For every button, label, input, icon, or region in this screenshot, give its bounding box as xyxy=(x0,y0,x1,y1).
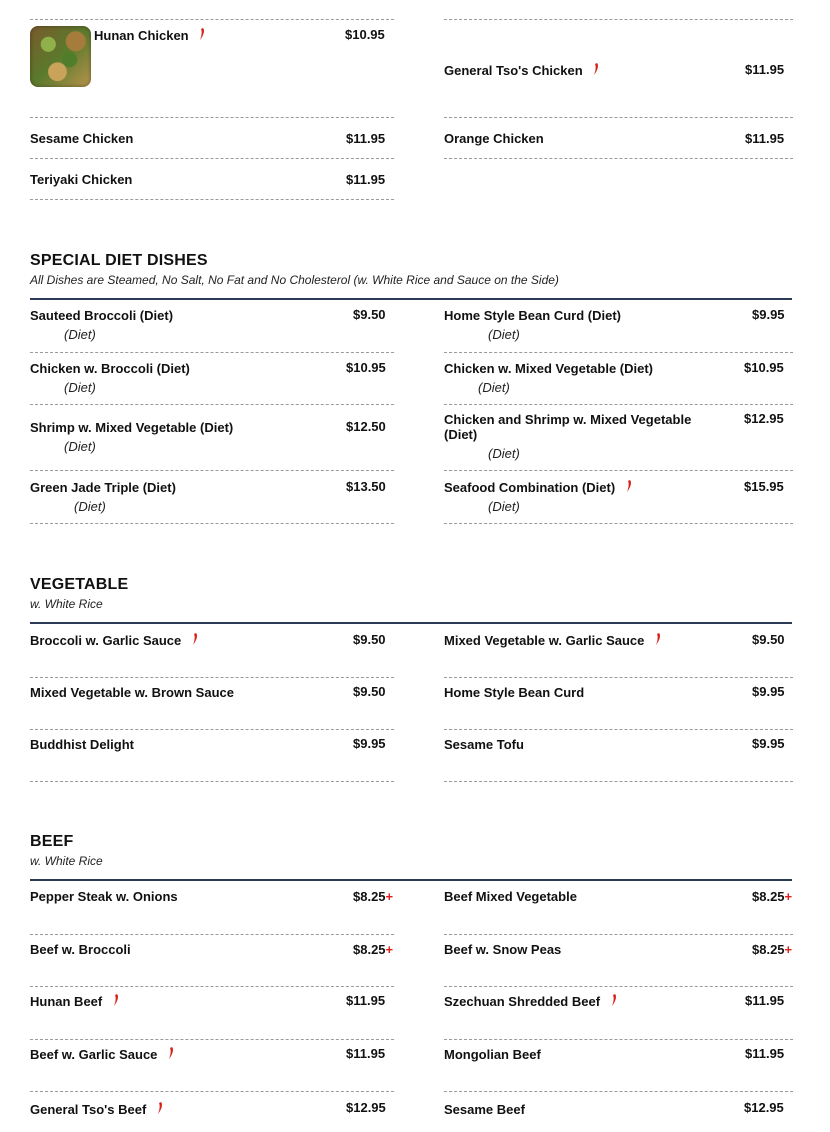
item-price: $9.50 xyxy=(353,632,386,647)
menu-item[interactable] xyxy=(30,987,394,1040)
item-price: $8.25 xyxy=(353,889,386,904)
menu-item[interactable] xyxy=(444,1040,793,1092)
item-price: $10.95 xyxy=(345,27,385,42)
chili-pepper-icon xyxy=(168,1047,174,1059)
item-name: Chicken w. Broccoli (Diet) xyxy=(30,361,190,376)
item-name: Home Style Bean Curd xyxy=(444,685,585,700)
chili-pepper-icon xyxy=(157,1102,163,1114)
menu-item[interactable] xyxy=(30,1092,394,1132)
item-price: $12.95 xyxy=(744,1100,784,1115)
chili-pepper-icon xyxy=(593,63,599,75)
item-name: Chicken and Shrimp w. Mixed Vegetable xyxy=(444,412,692,427)
menu-item[interactable] xyxy=(444,678,793,730)
menu-item[interactable] xyxy=(30,730,394,782)
item-price: $8.25 xyxy=(752,942,785,957)
item-name: Pepper Steak w. Onions xyxy=(30,889,178,904)
item-price: $10.95 xyxy=(346,360,386,375)
beef-right-column xyxy=(444,882,793,1132)
price-plus-mark: + xyxy=(385,889,394,904)
item-name: Beef w. Broccoli xyxy=(30,942,131,957)
item-price: $9.50 xyxy=(353,684,386,699)
item-note: (Diet) xyxy=(488,327,520,342)
item-note: (Diet) xyxy=(64,380,96,395)
menu-item[interactable] xyxy=(30,20,394,118)
section-divider xyxy=(30,879,792,881)
chili-pepper-icon xyxy=(611,994,617,1006)
item-price: $11.95 xyxy=(745,131,785,146)
menu-item[interactable] xyxy=(30,353,394,405)
section-note: w. White Rice xyxy=(30,597,103,611)
menu-item[interactable] xyxy=(30,405,394,471)
item-price: $8.25 xyxy=(353,942,386,957)
menu-item[interactable] xyxy=(444,1092,793,1132)
item-name: Buddhist Delight xyxy=(30,737,134,752)
item-name: Mixed Vegetable w. Garlic Sauce xyxy=(444,633,645,648)
price-plus-mark: + xyxy=(385,942,394,957)
vegetable-left-column xyxy=(30,626,394,782)
menu-item[interactable] xyxy=(444,987,793,1040)
menu-item[interactable] xyxy=(444,118,793,159)
item-name: Mixed Vegetable w. Brown Sauce xyxy=(30,685,234,700)
menu-item[interactable] xyxy=(30,882,394,935)
vegetable-right-column xyxy=(444,626,793,782)
item-name: Broccoli w. Garlic Sauce xyxy=(30,633,182,648)
menu-item[interactable] xyxy=(30,1040,394,1092)
item-name: Sesame Tofu xyxy=(444,737,524,752)
section-title: VEGETABLE xyxy=(30,576,129,593)
item-note: (Diet) xyxy=(488,499,520,514)
item-name: Beef w. Snow Peas xyxy=(444,942,562,957)
menu-item[interactable] xyxy=(444,935,793,987)
item-price: $11.95 xyxy=(346,1046,386,1061)
price-plus-mark: + xyxy=(784,942,793,957)
item-price: $15.95 xyxy=(744,479,784,494)
price-plus-mark: + xyxy=(784,889,793,904)
chili-pepper-icon xyxy=(113,994,119,1006)
item-name: Chicken w. Mixed Vegetable (Diet) xyxy=(444,361,654,376)
item-note: (Diet) xyxy=(64,327,96,342)
menu-item[interactable] xyxy=(30,471,394,524)
item-price: $9.50 xyxy=(752,632,785,647)
dish-photo[interactable] xyxy=(30,26,91,87)
item-price: $11.95 xyxy=(745,1046,785,1061)
section-divider xyxy=(30,622,792,624)
item-price: $11.95 xyxy=(346,131,386,146)
item-name: Sesame Beef xyxy=(444,1102,525,1117)
menu-item[interactable] xyxy=(444,300,793,353)
item-name-continued: (Diet) xyxy=(444,427,478,442)
menu-item[interactable] xyxy=(30,626,394,678)
item-name: Beef Mixed Vegetable xyxy=(444,889,577,904)
menu-item[interactable] xyxy=(30,118,394,159)
item-name: Mongolian Beef xyxy=(444,1047,541,1062)
section-title: SPECIAL DIET DISHES xyxy=(30,252,208,269)
item-note: (Diet) xyxy=(488,446,520,461)
menu-item[interactable] xyxy=(444,471,793,524)
item-price: $9.95 xyxy=(353,736,386,751)
diet-left-column xyxy=(30,300,394,524)
item-name: Orange Chicken xyxy=(444,131,544,146)
item-name: Beef w. Garlic Sauce xyxy=(30,1047,158,1062)
item-price: $9.50 xyxy=(353,307,386,322)
menu-item[interactable] xyxy=(30,935,394,987)
item-name: General Tso's Beef xyxy=(30,1102,147,1117)
item-price: $11.95 xyxy=(346,993,386,1008)
chili-pepper-icon xyxy=(626,480,632,492)
menu-item[interactable] xyxy=(444,730,793,782)
item-name: Hunan Chicken xyxy=(94,28,189,43)
menu-item[interactable] xyxy=(444,20,793,118)
item-price: $8.25 xyxy=(752,889,785,904)
item-note: (Diet) xyxy=(74,499,106,514)
item-name: Szechuan Shredded Beef xyxy=(444,994,601,1009)
menu-item[interactable] xyxy=(444,882,793,935)
chili-pepper-icon xyxy=(199,28,205,40)
menu-item[interactable] xyxy=(30,678,394,730)
item-price: $12.95 xyxy=(346,1100,386,1115)
chicken-right-column xyxy=(444,20,793,159)
item-price: $12.95 xyxy=(744,411,784,426)
section-note: All Dishes are Steamed, No Salt, No Fat and No Cholesterol (w. White Rice and Sauce on the Side) xyxy=(30,273,559,287)
menu-item[interactable] xyxy=(30,300,394,353)
item-name: Seafood Combination (Diet) xyxy=(444,480,616,495)
item-price: $12.50 xyxy=(346,419,386,434)
menu-item[interactable] xyxy=(444,405,793,471)
item-price: $9.95 xyxy=(752,684,785,699)
menu-item[interactable] xyxy=(30,159,394,200)
item-name: General Tso's Chicken xyxy=(444,63,583,78)
item-price: $13.50 xyxy=(346,479,386,494)
item-note: (Diet) xyxy=(64,439,96,454)
item-price: $9.95 xyxy=(752,307,785,322)
item-note: (Diet) xyxy=(478,380,510,395)
item-name: Sesame Chicken xyxy=(30,131,134,146)
menu-item[interactable] xyxy=(444,353,793,405)
item-name: Shrimp w. Mixed Vegetable (Diet) xyxy=(30,420,234,435)
item-name: Home Style Bean Curd (Diet) xyxy=(444,308,621,323)
item-price: $9.95 xyxy=(752,736,785,751)
item-name: Green Jade Triple (Diet) xyxy=(30,480,176,495)
chili-pepper-icon xyxy=(192,633,198,645)
beef-left-column xyxy=(30,882,394,1132)
menu-item[interactable] xyxy=(444,626,793,678)
item-price: $11.95 xyxy=(745,62,785,77)
item-name: Sauteed Broccoli (Diet) xyxy=(30,308,174,323)
item-price: $10.95 xyxy=(744,360,784,375)
diet-right-column xyxy=(444,300,793,524)
chicken-left-column xyxy=(30,20,394,200)
section-title: BEEF xyxy=(30,833,74,850)
item-name: Hunan Beef xyxy=(30,994,103,1009)
section-note: w. White Rice xyxy=(30,854,103,868)
item-price: $11.95 xyxy=(346,172,386,187)
chili-pepper-icon xyxy=(655,633,661,645)
item-name: Teriyaki Chicken xyxy=(30,172,133,187)
item-price: $11.95 xyxy=(745,993,785,1008)
